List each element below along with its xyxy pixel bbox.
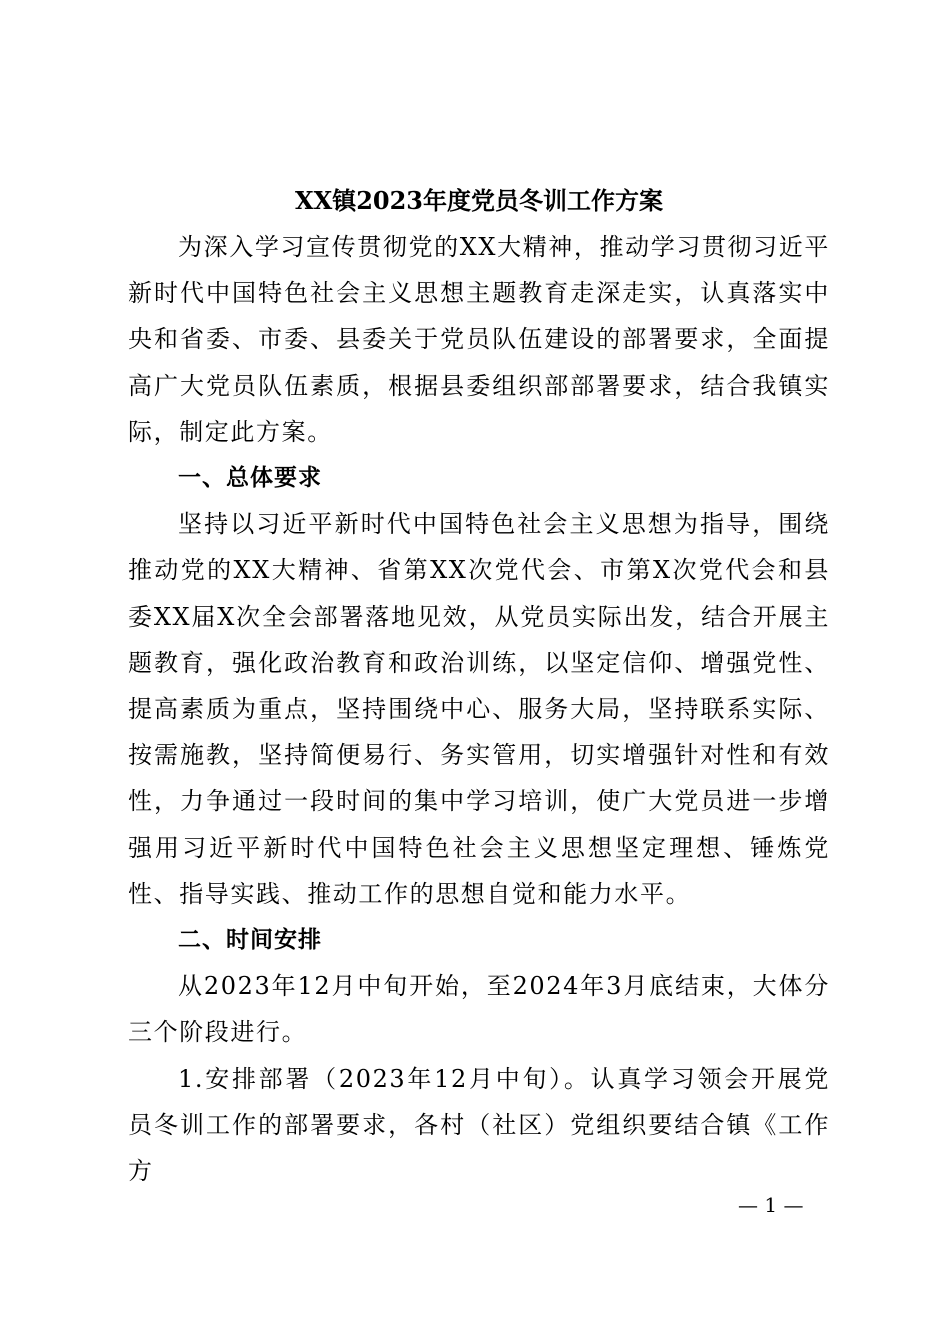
document-body <box>128 178 830 1194</box>
section-heading-schedule: 二、时间安排 <box>178 927 322 954</box>
schedule-paragraph: 从2023年12月中旬开始，至2024年3月底结束，大体分三个阶段进行。 <box>128 972 830 1047</box>
section-heading-general-requirements: 一、总体要求 <box>178 465 322 492</box>
general-requirements-paragraph: 坚持以习近平新时代中国特色社会主义思想为指导，围绕推动党的XX大精神、省第XX次党代会、市第X次党代会和县委XX届X次全会部署落地见效，从党员实际出发，结合开展主题教育，强化政治教育和政治训练，以坚定信仰、增强党性、提高素质为重点，坚持围绕中心、服务大局，坚持联系实际、按需施教，坚持简便易行、务实管用，切实增强针对性和有效性，力争通过一段时间的集中学习培训，使广大党员进一步增强用习近平新时代中国特色社会主义思想坚定理想、锤炼党性、指导实践、推动工作的思想自觉和能力水平。 <box>128 510 830 908</box>
schedule-item-1-paragraph: 1.安排部署（2023年12月中旬）。认真学习领会开展党员冬训工作的部署要求，各村（社区）党组织要结合镇《工作方 <box>128 1064 830 1186</box>
page-number: — 1 — <box>738 1193 804 1217</box>
document-title: XX镇2023年度党员冬训工作方案 <box>294 186 664 215</box>
intro-paragraph: 为深入学习宣传贯彻党的XX大精神，推动学习贯彻习近平新时代中国特色社会主义思想主题教育走深走实，认真落实中央和省委、市委、县委关于党员队伍建设的部署要求，全面提高广大党员队伍素质，根据县委组织部部署要求，结合我镇实际，制定此方案。 <box>128 233 830 446</box>
